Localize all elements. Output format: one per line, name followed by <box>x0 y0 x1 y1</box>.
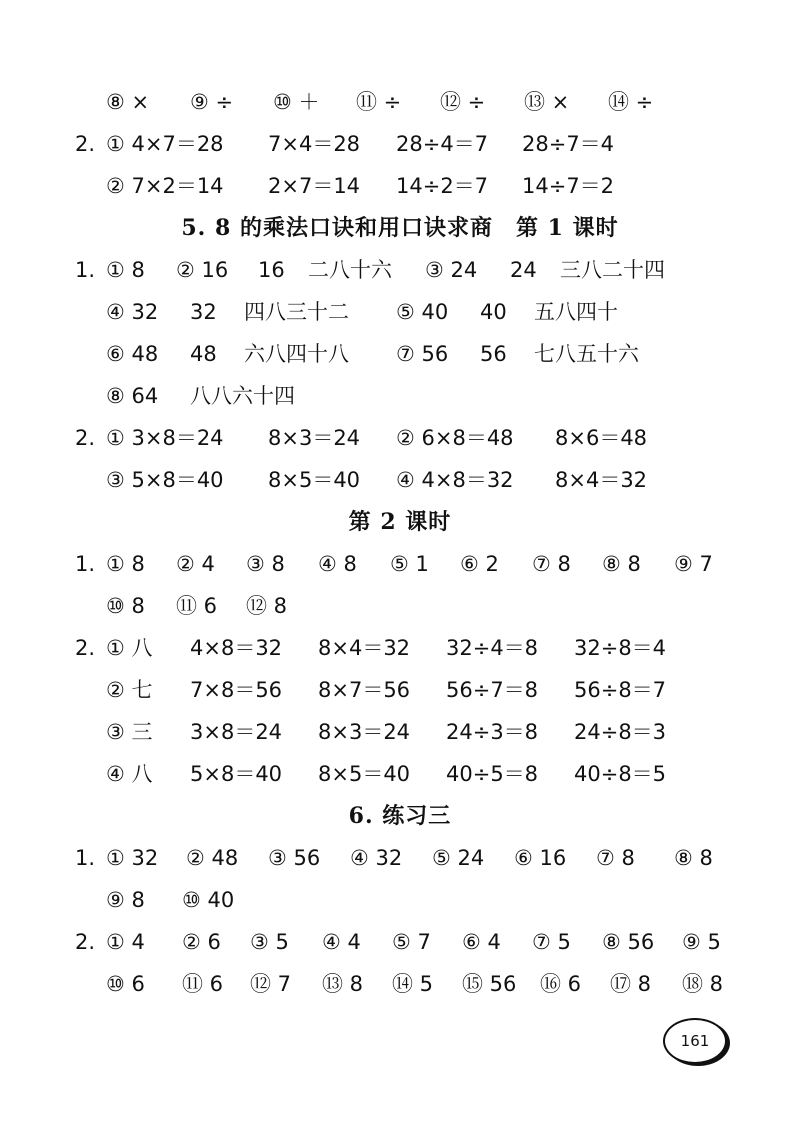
answer-item: 8×3＝24 <box>268 426 361 450</box>
answer-item: ⑭ ÷ <box>608 90 654 114</box>
answer-item: ① 4×7＝28 <box>106 132 224 156</box>
section-heading: 第 2 课时 <box>348 509 452 535</box>
answer-item: ③ 8 <box>246 552 285 576</box>
answer-item: 32÷4＝8 <box>446 636 539 660</box>
answer-item: ⑨ 5 <box>682 930 721 954</box>
answer-item: ⑥ 48 <box>106 342 159 366</box>
answer-item: ⑧ 64 <box>106 384 159 408</box>
answer-item: 三八二十四 <box>560 258 665 282</box>
question-number: 1. <box>75 846 96 870</box>
answer-item: ⑧ × <box>106 90 150 114</box>
question-number: 2. <box>75 132 96 156</box>
answer-item: 40÷5＝8 <box>446 762 539 786</box>
answer-item: 4×8＝32 <box>190 636 283 660</box>
question-number: 2. <box>75 426 96 450</box>
answer-item: ⑭ 5 <box>392 972 434 996</box>
answer-item: 40÷8＝5 <box>574 762 667 786</box>
answer-item: ⑮ 56 <box>462 972 517 996</box>
answer-item: ③ 5×8＝40 <box>106 468 224 492</box>
answer-item: ⑫ ÷ <box>440 90 486 114</box>
answer-item: ② 48 <box>186 846 239 870</box>
answer-item: ⑨ 7 <box>674 552 713 576</box>
answer-item: ② 7×2＝14 <box>106 174 224 198</box>
answer-item: ② 6×8＝48 <box>396 426 514 450</box>
answer-item: ⑰ 8 <box>610 972 652 996</box>
question-number: 1. <box>75 552 96 576</box>
answer-item: 3×8＝24 <box>190 720 283 744</box>
answer-item: 56÷8＝7 <box>574 678 667 702</box>
question-number: 1. <box>75 258 96 282</box>
question-number: 2. <box>75 930 96 954</box>
answer-item: 8×7＝56 <box>318 678 411 702</box>
answer-item: 六八四十八 <box>244 342 349 366</box>
answer-item: 32 <box>190 300 217 324</box>
answer-item: 二八十六 <box>308 258 392 282</box>
answer-item: ⑫ 8 <box>246 594 288 618</box>
answer-item: ⑱ 8 <box>682 972 724 996</box>
answer-item: ⑥ 16 <box>514 846 567 870</box>
answer-item: ⑪ ÷ <box>356 90 402 114</box>
answer-item: ⑦ 56 <box>396 342 449 366</box>
answer-item: ① 32 <box>106 846 159 870</box>
answer-item: ① 8 <box>106 258 145 282</box>
answer-item: ④ 8 <box>318 552 357 576</box>
answer-item: ⑧ 8 <box>674 846 713 870</box>
answer-item: 五八四十 <box>534 300 618 324</box>
answer-item: ⑤ 7 <box>392 930 431 954</box>
answer-item: 32÷8＝4 <box>574 636 667 660</box>
section-heading: 5. 8 的乘法口诀和用口诀求商 第 1 课时 <box>181 215 619 241</box>
answer-item: ⑦ 8 <box>596 846 635 870</box>
section-heading: 6. 练习三 <box>348 803 452 829</box>
answer-item: ⑦ 8 <box>532 552 571 576</box>
answer-item: ③ 24 <box>425 258 478 282</box>
answer-item: 24÷8＝3 <box>574 720 667 744</box>
answer-item: 八八六十四 <box>190 384 295 408</box>
page-number: 161 <box>663 1018 727 1064</box>
answer-item: 48 <box>190 342 217 366</box>
answer-item: ⑪ 6 <box>176 594 218 618</box>
answer-item: ⑯ 6 <box>540 972 582 996</box>
answer-item: ⑦ 5 <box>532 930 571 954</box>
answer-item: ② 16 <box>176 258 229 282</box>
answer-item: ④ 八 <box>106 762 153 786</box>
answer-item: 5×8＝40 <box>190 762 283 786</box>
answer-item: ⑥ 4 <box>462 930 501 954</box>
answer-item: ⑤ 1 <box>390 552 429 576</box>
answer-item: 七八五十六 <box>534 342 639 366</box>
answer-item: ⑨ ÷ <box>190 90 234 114</box>
answer-item: ③ 5 <box>250 930 289 954</box>
answer-item: 14÷2＝7 <box>396 174 489 198</box>
answer-item: ④ 4 <box>322 930 361 954</box>
answer-item: 8×6＝48 <box>555 426 648 450</box>
answer-item: ⑨ 8 <box>106 888 145 912</box>
answer-item: ⑬ × <box>524 90 570 114</box>
answer-item: ⑩ 8 <box>106 594 145 618</box>
answer-item: 7×8＝56 <box>190 678 283 702</box>
answer-item: ⑩ 6 <box>106 972 145 996</box>
answer-item: ⑫ 7 <box>250 972 292 996</box>
answer-item: 7×4＝28 <box>268 132 361 156</box>
answer-item: 24 <box>510 258 537 282</box>
answer-item: ① 4 <box>106 930 145 954</box>
answer-item: ① 3×8＝24 <box>106 426 224 450</box>
answer-item: 40 <box>480 300 507 324</box>
answer-item: 2×7＝14 <box>268 174 361 198</box>
answer-item: ⑪ 6 <box>182 972 224 996</box>
answer-item: ③ 56 <box>268 846 321 870</box>
answer-item: ⑥ 2 <box>460 552 499 576</box>
question-number: 2. <box>75 636 96 660</box>
answer-item: 56 <box>480 342 507 366</box>
answer-item: ④ 32 <box>106 300 159 324</box>
answer-item: 56÷7＝8 <box>446 678 539 702</box>
answer-item: ④ 32 <box>350 846 403 870</box>
answer-item: ④ 4×8＝32 <box>396 468 514 492</box>
answer-item: 14÷7＝2 <box>522 174 615 198</box>
answer-item: ① 8 <box>106 552 145 576</box>
answer-item: ② 七 <box>106 678 153 702</box>
answer-item: 8×4＝32 <box>555 468 648 492</box>
answer-item: 8×4＝32 <box>318 636 411 660</box>
answer-item: ⑧ 56 <box>602 930 655 954</box>
answer-item: ① 八 <box>106 636 153 660</box>
answer-item: 8×5＝40 <box>268 468 361 492</box>
answer-item: ② 6 <box>182 930 221 954</box>
answer-item: ③ 三 <box>106 720 153 744</box>
answer-item: ⑬ 8 <box>322 972 364 996</box>
answer-item: ② 4 <box>176 552 215 576</box>
answer-item: ⑩ 40 <box>182 888 235 912</box>
answer-item: ⑤ 24 <box>432 846 485 870</box>
answer-item: 8×5＝40 <box>318 762 411 786</box>
answer-item: 28÷4＝7 <box>396 132 489 156</box>
answer-item: 16 <box>258 258 285 282</box>
answer-item: 28÷7＝4 <box>522 132 615 156</box>
answer-item: 24÷3＝8 <box>446 720 539 744</box>
answer-item: ⑤ 40 <box>396 300 449 324</box>
answer-item: ⑧ 8 <box>602 552 641 576</box>
answer-item: 四八三十二 <box>244 300 349 324</box>
answer-item: 8×3＝24 <box>318 720 411 744</box>
answer-item: ⑩ ＋ <box>273 90 320 114</box>
